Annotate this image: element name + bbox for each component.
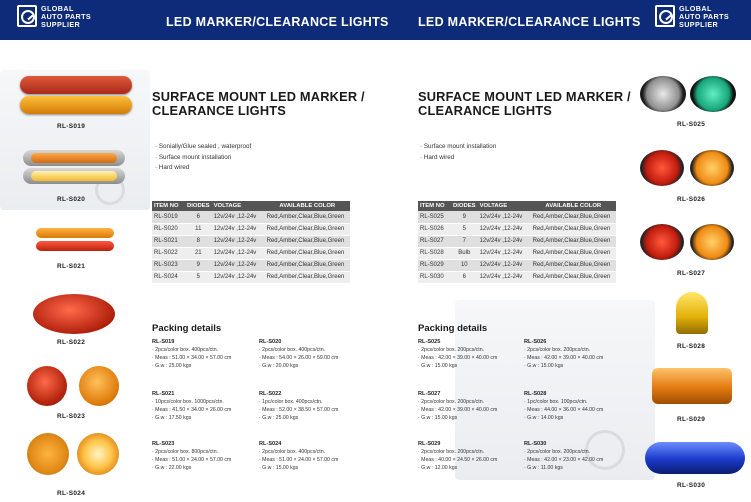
packing-meas: · Meas : 42.00 × 39.00 × 40.00 cm <box>418 407 498 413</box>
col-item-no: ITEM NO <box>418 201 451 211</box>
packing-block-rl-s025 <box>418 338 524 370</box>
packing-model: RL-S023 <box>152 441 175 447</box>
cell-diodes: 8 <box>185 235 212 247</box>
cell-item: RL-S026 <box>418 223 451 235</box>
packing-weight: · G.w : 17.50 kgs <box>152 415 192 421</box>
left-features-list <box>155 142 251 174</box>
product-image-rl-s023-red <box>27 366 67 406</box>
cell-voltage: 12v/24v ,12-24v <box>478 211 531 223</box>
packing-weight: · G.w : 12.00 kgs <box>418 465 458 471</box>
cell-color: Red,Amber,Clear,Blue,Green <box>265 211 350 223</box>
packing-model: RL-S020 <box>259 339 282 345</box>
logo-line-2: AUTO PARTS <box>679 12 730 22</box>
cell-voltage: 12v/24v ,12-24v <box>212 259 265 271</box>
packing-weight: · G.w : 11.00 kgs <box>524 465 563 471</box>
left-page-header: LED MARKER/CLEARANCE LIGHTS <box>166 15 389 29</box>
logo-line-2: AUTO PARTS <box>41 12 92 22</box>
cell-diodes: 6 <box>451 271 478 283</box>
product-image-rl-s027-red <box>640 224 684 260</box>
table-row <box>418 259 616 271</box>
packing-meas: · Meas : 44.00 × 36.00 × 44.00 cm <box>524 407 604 413</box>
right-spec-table <box>418 201 616 284</box>
packing-meas: · Meas : 54.00 × 26.00 × 59.00 cm <box>259 355 339 361</box>
feature-item: · Surface mount installation <box>155 153 251 164</box>
product-image-rl-s023-amber <box>79 366 119 406</box>
table-header-row <box>152 201 350 211</box>
packing-block-rl-s026 <box>524 338 630 370</box>
packing-weight: · G.w : 15.00 kgs <box>418 415 458 421</box>
table-row <box>418 211 616 223</box>
table-row <box>152 271 350 283</box>
product-label-rl-s022: RL-S022 <box>57 339 86 346</box>
cell-color: Red,Amber,Clear,Blue,Green <box>531 223 616 235</box>
col-diodes: DIODES <box>453 203 476 209</box>
table-row <box>418 247 616 259</box>
packing-model: RL-S024 <box>259 441 282 447</box>
cell-item: RL-S027 <box>418 235 451 247</box>
cell-diodes: 9 <box>451 211 478 223</box>
product-image-rl-s025-clear <box>640 76 686 112</box>
packing-model: RL-S027 <box>418 391 441 397</box>
logo-line-1: GLOBAL <box>41 4 74 13</box>
packing-weight: · G.w : 14.00 kgs <box>524 415 564 421</box>
cell-diodes: 5 <box>451 223 478 235</box>
logo-mark-icon <box>655 5 675 27</box>
company-logo-right <box>655 5 729 35</box>
cell-diodes: 6 <box>185 211 212 223</box>
cell-voltage: 12v/24v ,12-24v <box>212 223 265 235</box>
table-row <box>152 235 350 247</box>
cell-diodes: 21 <box>185 247 212 259</box>
product-image-rl-s027-amber <box>690 224 734 260</box>
header-bar <box>0 0 751 40</box>
cell-color: Red,Amber,Clear,Blue,Green <box>531 259 616 271</box>
packing-qty: · 2pcs/color box. 400pcs/ctn. <box>259 347 326 353</box>
cell-voltage: 12v/24v ,12-24v <box>478 235 531 247</box>
packing-weight: · G.w : 25.00 kgs <box>259 415 299 421</box>
product-image-rl-s030 <box>645 442 745 474</box>
cell-diodes: 9 <box>185 259 212 271</box>
packing-meas: · Meas : 40.00 × 24.50 × 26.00 cm <box>418 457 498 463</box>
left-title-line-1: SURFACE MOUNT LED MARKER / <box>152 89 365 104</box>
packing-weight: · G.w : 15.00 kgs <box>259 465 299 471</box>
product-label-rl-s019: RL-S019 <box>57 123 86 130</box>
left-title <box>152 90 365 118</box>
packing-qty: · 2pcs/color box. 200pcs/ctn. <box>418 347 485 353</box>
cell-diodes: 11 <box>185 223 212 235</box>
col-voltage: VOLTAGE <box>212 201 265 211</box>
right-title <box>418 90 631 118</box>
product-label-rl-s026: RL-S026 <box>677 196 706 203</box>
packing-meas: · Meas : 41.50 × 34.00 × 26.00 cm <box>152 407 232 413</box>
logo-line-3: SUPPLIER <box>41 20 81 30</box>
packing-block-rl-s023 <box>152 440 258 472</box>
product-image-rl-s026-amber <box>690 150 734 186</box>
table-row <box>418 235 616 247</box>
cell-color: Red,Amber,Clear,Blue,Green <box>265 223 350 235</box>
table-row <box>152 211 350 223</box>
feature-item: · Hard wired <box>420 153 496 164</box>
packing-model: RL-S019 <box>152 339 175 345</box>
right-title-line-2: CLEARANCE LIGHTS <box>418 103 553 118</box>
product-label-rl-s030: RL-S030 <box>677 482 706 489</box>
cell-voltage: 12v/24v ,12-24v <box>478 259 531 271</box>
cell-item: RL-S021 <box>152 235 185 247</box>
cell-item: RL-S030 <box>418 271 451 283</box>
product-image-rl-s020 <box>23 150 125 184</box>
product-image-rl-s024-lit <box>77 433 119 475</box>
cell-item: RL-S020 <box>152 223 185 235</box>
cell-item: RL-S023 <box>152 259 185 271</box>
packing-block-rl-s022 <box>259 390 365 422</box>
packing-qty: · 10pcs/color box. 1000pcs/ctn. <box>152 399 224 405</box>
product-image-rl-s025-green <box>690 76 736 112</box>
product-image-rl-s024-amber <box>27 433 69 475</box>
cell-item: RL-S028 <box>418 247 451 259</box>
left-packing-heading: Packing details <box>152 323 222 334</box>
cell-color: Red,Amber,Clear,Blue,Green <box>265 247 350 259</box>
packing-meas: · Meas : 42.00 × 23.00 × 42.00 cm <box>524 457 604 463</box>
packing-qty: · 1pc/color box. 400pcs/ctn. <box>259 399 323 405</box>
packing-model: RL-S022 <box>259 391 282 397</box>
cell-voltage: 12v/24v ,12-24v <box>478 247 531 259</box>
packing-weight: · G.w : 15.00 kgs <box>418 363 458 369</box>
packing-model: RL-S025 <box>418 339 441 345</box>
packing-model: RL-S029 <box>418 441 441 447</box>
logo-mark-icon <box>17 5 37 27</box>
packing-weight: · G.w : 25.00 kgs <box>152 363 192 369</box>
packing-model: RL-S030 <box>524 441 547 447</box>
cell-voltage: 12v/24v ,12-24v <box>212 271 265 283</box>
cell-item: RL-S024 <box>152 271 185 283</box>
packing-block-rl-s029 <box>418 440 524 472</box>
cell-diodes: 10 <box>451 259 478 271</box>
cell-color: Red,Amber,Clear,Blue,Green <box>265 259 350 271</box>
feature-item: · Hard wired <box>155 163 251 174</box>
product-label-rl-s021: RL-S021 <box>57 263 86 270</box>
packing-block-rl-s021 <box>152 390 258 422</box>
packing-block-rl-s020 <box>259 338 365 370</box>
logo-line-3: SUPPLIER <box>679 20 719 30</box>
left-spec-table <box>152 201 350 284</box>
product-label-rl-s025: RL-S025 <box>677 121 706 128</box>
packing-qty: · 2pcs/color box. 200pcs/ctn. <box>418 449 485 455</box>
product-label-rl-s029: RL-S029 <box>677 416 706 423</box>
product-image-rl-s019 <box>20 76 132 116</box>
col-diodes: DIODES <box>187 203 210 209</box>
col-available-color: AVAILABLE COLOR <box>531 201 616 211</box>
table-row <box>152 259 350 271</box>
table-row <box>418 223 616 235</box>
packing-block-rl-s027 <box>418 390 524 422</box>
packing-weight: · G.w : 20.00 kgs <box>259 363 299 369</box>
cell-voltage: 12v/24v ,12-24v <box>212 247 265 259</box>
packing-model: RL-S028 <box>524 391 547 397</box>
packing-qty: · 2pcs/color box. 800pcs/ctn. <box>152 449 219 455</box>
col-voltage: VOLTAGE <box>478 201 531 211</box>
packing-model: RL-S021 <box>152 391 175 397</box>
packing-qty: · 2pcs/color box. 400pcs/ctn. <box>152 347 219 353</box>
product-image-rl-s029 <box>652 368 732 404</box>
packing-block-rl-s024 <box>259 440 365 472</box>
cell-item: RL-S019 <box>152 211 185 223</box>
packing-qty: · 2pcs/color box. 200pcs/ctn. <box>524 347 591 353</box>
packing-meas: · Meas : 42.00 × 39.00 × 40.00 cm <box>524 355 604 361</box>
left-title-line-2: CLEARANCE LIGHTS <box>152 103 287 118</box>
cell-voltage: 12v/24v ,12-24v <box>212 235 265 247</box>
feature-item: · Sonially/Glue sealed , waterproof <box>155 142 251 153</box>
right-features-list <box>420 142 496 163</box>
table-header-row <box>418 201 616 211</box>
right-packing-heading: Packing details <box>418 323 488 334</box>
product-label-rl-s027: RL-S027 <box>677 270 706 277</box>
cell-diodes: 5 <box>185 271 212 283</box>
packing-qty: · 2pcs/color box. 200pcs/ctn. <box>418 399 485 405</box>
feature-item: · Surface mount installation <box>420 142 496 153</box>
packing-block-rl-s019 <box>152 338 258 370</box>
right-page-header: LED MARKER/CLEARANCE LIGHTS <box>418 15 641 29</box>
cell-color: Red,Amber,Clear,Blue,Green <box>531 247 616 259</box>
cell-voltage: 12v/24v ,12-24v <box>478 223 531 235</box>
packing-meas: · Meas : 42.00 × 39.00 × 40.00 cm <box>418 355 498 361</box>
product-image-rl-s028 <box>676 292 708 334</box>
cell-color: Red,Amber,Clear,Blue,Green <box>265 271 350 283</box>
packing-weight: · G.w : 22.00 kgs <box>152 465 192 471</box>
packing-qty: · 2pcs/color box. 400pcs/ctn. <box>259 449 326 455</box>
product-image-rl-s021 <box>36 228 114 252</box>
cell-diodes: 7 <box>451 235 478 247</box>
cell-item: RL-S025 <box>418 211 451 223</box>
table-row <box>418 271 616 283</box>
cell-color: Red,Amber,Clear,Blue,Green <box>531 235 616 247</box>
cell-item: RL-S022 <box>152 247 185 259</box>
packing-block-rl-s028 <box>524 390 630 422</box>
cell-color: Red,Amber,Clear,Blue,Green <box>531 271 616 283</box>
logo-line-1: GLOBAL <box>679 4 712 13</box>
packing-block-rl-s030 <box>524 440 630 472</box>
packing-qty: · 2pcs/color box. 200pcs/ctn. <box>524 449 591 455</box>
product-label-rl-s028: RL-S028 <box>677 343 706 350</box>
packing-meas: · Meas : 51.00 × 24.00 × 57.00 cm <box>259 457 339 463</box>
col-item-no: ITEM NO <box>152 201 185 211</box>
product-label-rl-s023: RL-S023 <box>57 413 86 420</box>
product-image-rl-s022 <box>33 294 115 334</box>
col-available-color: AVAILABLE COLOR <box>265 201 350 211</box>
packing-meas: · Meas : 52.00 × 38.50 × 57.00 cm <box>259 407 339 413</box>
packing-meas: · Meas : 51.00 × 34.00 × 57.00 cm <box>152 355 232 361</box>
table-row <box>152 223 350 235</box>
packing-weight: · G.w : 15.00 kgs <box>524 363 564 369</box>
right-title-line-1: SURFACE MOUNT LED MARKER / <box>418 89 631 104</box>
company-logo-left <box>17 5 91 35</box>
packing-model: RL-S026 <box>524 339 547 345</box>
packing-qty: · 1pc/color box. 100pcs/ctn. <box>524 399 588 405</box>
packing-meas: · Meas : 51.00 × 24.00 × 57.00 cm <box>152 457 232 463</box>
cell-color: Red,Amber,Clear,Blue,Green <box>531 211 616 223</box>
product-label-rl-s024: RL-S024 <box>57 490 86 497</box>
product-label-rl-s020: RL-S020 <box>57 196 86 203</box>
cell-diodes: Bulb <box>451 247 478 259</box>
cell-voltage: 12v/24v ,12-24v <box>212 211 265 223</box>
table-row <box>152 247 350 259</box>
cell-color: Red,Amber,Clear,Blue,Green <box>265 235 350 247</box>
cell-item: RL-S029 <box>418 259 451 271</box>
cell-voltage: 12v/24v ,12-24v <box>478 271 531 283</box>
product-image-rl-s026-red <box>640 150 684 186</box>
